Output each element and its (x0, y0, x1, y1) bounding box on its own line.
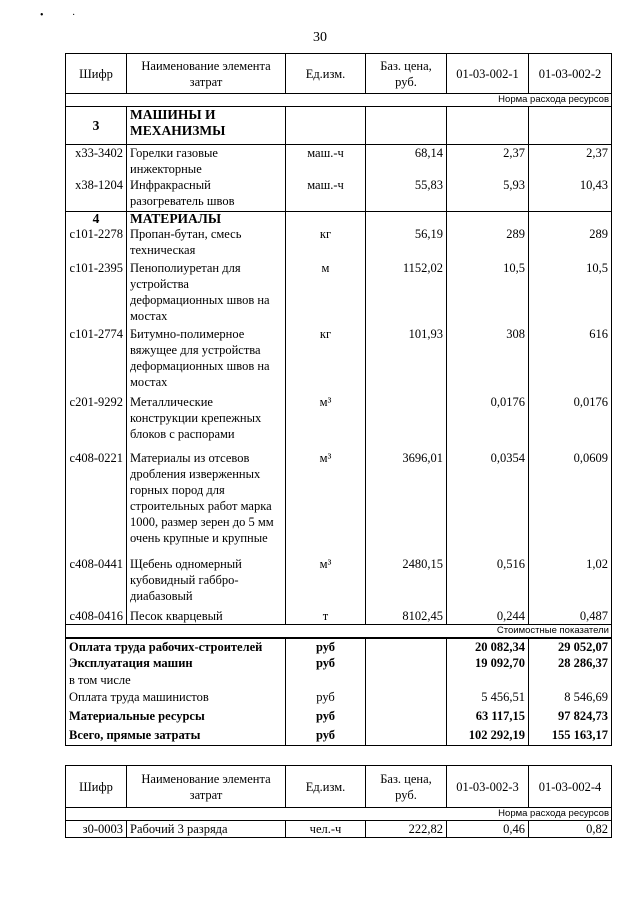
row-value-1: 289 (447, 226, 529, 260)
row-name: Горелки газовые инжекторные (127, 145, 286, 178)
scan-speck: · (72, 10, 76, 21)
summary-row (66, 672, 612, 689)
header-unit: Ед.изм. (286, 766, 366, 808)
section-number: 3 (66, 107, 127, 145)
resource-table-1 (65, 53, 612, 746)
row-unit: чел.-ч (286, 821, 366, 838)
row-code: с201-9292 (66, 394, 127, 450)
table-header (66, 766, 612, 808)
header-col1: 01-03-002-3 (447, 766, 529, 808)
table-row (66, 260, 612, 326)
header-col2: 01-03-002-4 (529, 766, 612, 808)
row-value-1: 0,46 (447, 821, 529, 838)
summary-row (66, 638, 612, 655)
row-price: 8102,45 (366, 608, 447, 625)
table-row (66, 556, 612, 608)
row-code: с408-0416 (66, 608, 127, 625)
row-unit: кг (286, 226, 366, 260)
scan-speck: • (40, 10, 44, 21)
summary-unit (286, 672, 366, 689)
section-title: МАШИНЫ И МЕХАНИЗМЫ (127, 107, 286, 145)
row-price: 2480,15 (366, 556, 447, 608)
summary-unit: руб (286, 708, 366, 727)
summary-name: Оплата труда рабочих-строителей (66, 638, 286, 655)
row-name: Битумно-полимерное вяжущее для устройства деформационных швов на мостах (127, 326, 286, 394)
row-code: с101-2278 (66, 226, 127, 260)
summary-row (66, 689, 612, 708)
summary-unit: руб (286, 689, 366, 708)
summary-value-1: 5 456,51 (447, 689, 529, 708)
row-unit: м³ (286, 450, 366, 556)
row-unit: кг (286, 326, 366, 394)
header-unit: Ед.изм. (286, 54, 366, 94)
row-price: 68,14 (366, 145, 447, 178)
summary-unit: руб (286, 727, 366, 746)
section-machines (66, 107, 612, 145)
row-unit: м (286, 260, 366, 326)
row-code: з0-0003 (66, 821, 127, 838)
row-name: Пропан-бутан, смесь техническая (127, 226, 286, 260)
header-price: Баз. цена, руб. (366, 766, 447, 808)
summary-value-1 (447, 672, 529, 689)
section-materials (66, 211, 612, 226)
row-price: 55,83 (366, 177, 447, 211)
header-price: Баз. цена, руб. (366, 54, 447, 94)
page-number: 30 (313, 30, 327, 45)
summary-name: Материальные ресурсы (66, 708, 286, 727)
row-price: 56,19 (366, 226, 447, 260)
summary-value-2: 29 052,07 (529, 638, 612, 655)
summary-value-2: 155 163,17 (529, 727, 612, 746)
row-value-1: 308 (447, 326, 529, 394)
row-value-2: 1,02 (529, 556, 612, 608)
summary-value-2: 97 824,73 (529, 708, 612, 727)
row-code: с101-2395 (66, 260, 127, 326)
summary-value-2 (529, 672, 612, 689)
header-col2: 01-03-002-2 (529, 54, 612, 94)
header-code: Шифр (66, 54, 127, 94)
section-number: 4 (66, 211, 127, 226)
table-row (66, 326, 612, 394)
row-unit: т (286, 608, 366, 625)
row-value-2: 2,37 (529, 145, 612, 178)
row-code: с101-2774 (66, 326, 127, 394)
row-unit: м³ (286, 394, 366, 450)
summary-row (66, 708, 612, 727)
summary-name: Эксплуатация машин (66, 655, 286, 672)
row-value-2: 0,487 (529, 608, 612, 625)
row-value-1: 0,0354 (447, 450, 529, 556)
summary-name: Оплата труда машинистов (66, 689, 286, 708)
summary-value-1: 20 082,34 (447, 638, 529, 655)
header-name: Наименование элемента затрат (127, 766, 286, 808)
row-value-1: 0,0176 (447, 394, 529, 450)
row-name: Песок кварцевый (127, 608, 286, 625)
row-price: 1152,02 (366, 260, 447, 326)
summary-value-1: 102 292,19 (447, 727, 529, 746)
row-value-2: 289 (529, 226, 612, 260)
row-unit: маш.-ч (286, 177, 366, 211)
header-code: Шифр (66, 766, 127, 808)
table-row (66, 226, 612, 260)
row-value-1: 0,244 (447, 608, 529, 625)
row-name: Пенополиуретан для устройства деформационных швов на мостах (127, 260, 286, 326)
table-row (66, 394, 612, 450)
row-name: Рабочий 3 разряда (127, 821, 286, 838)
row-value-2: 0,0609 (529, 450, 612, 556)
row-name: Щебень одномерный кубовидный габбро-диабазовый (127, 556, 286, 608)
table-row (66, 177, 612, 211)
cost-label-row (66, 624, 612, 638)
summary-row (66, 655, 612, 672)
row-value-2: 10,5 (529, 260, 612, 326)
row-name: Материалы из отсевов дробления изверженных горных пород для строительных работ марка 1000, размер зерен до 5 мм очень крупные и крупные (127, 450, 286, 556)
row-value-2: 0,82 (529, 821, 612, 838)
summary-value-1: 63 117,15 (447, 708, 529, 727)
row-value-2: 0,0176 (529, 394, 612, 450)
row-name: Инфракрасный разогреватель швов (127, 177, 286, 211)
table-header (66, 54, 612, 94)
header-name: Наименование элемента затрат (127, 54, 286, 94)
summary-value-2: 8 546,69 (529, 689, 612, 708)
cost-label: Стоимостные показатели (66, 624, 612, 638)
table-row (66, 608, 612, 625)
row-price (366, 394, 447, 450)
row-value-1: 2,37 (447, 145, 529, 178)
summary-name: Всего, прямые затраты (66, 727, 286, 746)
summary-unit: руб (286, 655, 366, 672)
norm-label: Норма расхода ресурсов (66, 808, 612, 821)
row-price: 222,82 (366, 821, 447, 838)
row-price: 3696,01 (366, 450, 447, 556)
row-price: 101,93 (366, 326, 447, 394)
table-row (66, 145, 612, 178)
summary-value-1: 19 092,70 (447, 655, 529, 672)
norm-label-row (66, 808, 612, 821)
table-row (66, 450, 612, 556)
header-col1: 01-03-002-1 (447, 54, 529, 94)
summary-name: в том числе (66, 672, 286, 689)
summary-unit: руб (286, 638, 366, 655)
row-value-2: 616 (529, 326, 612, 394)
row-value-1: 0,516 (447, 556, 529, 608)
row-value-1: 5,93 (447, 177, 529, 211)
summary-value-2: 28 286,37 (529, 655, 612, 672)
norm-label: Норма расхода ресурсов (66, 94, 612, 107)
row-name: Металлические конструкции крепежных блоков с распорами (127, 394, 286, 450)
row-unit: м³ (286, 556, 366, 608)
row-code: с408-0221 (66, 450, 127, 556)
resource-table-2 (65, 765, 612, 838)
row-unit: маш.-ч (286, 145, 366, 178)
norm-label-row (66, 94, 612, 107)
section-title: МАТЕРИАЛЫ (127, 211, 286, 226)
table-row (66, 821, 612, 838)
row-code: х38-1204 (66, 177, 127, 211)
row-value-2: 10,43 (529, 177, 612, 211)
row-code: х33-3402 (66, 145, 127, 178)
summary-row (66, 727, 612, 746)
row-code: с408-0441 (66, 556, 127, 608)
row-value-1: 10,5 (447, 260, 529, 326)
